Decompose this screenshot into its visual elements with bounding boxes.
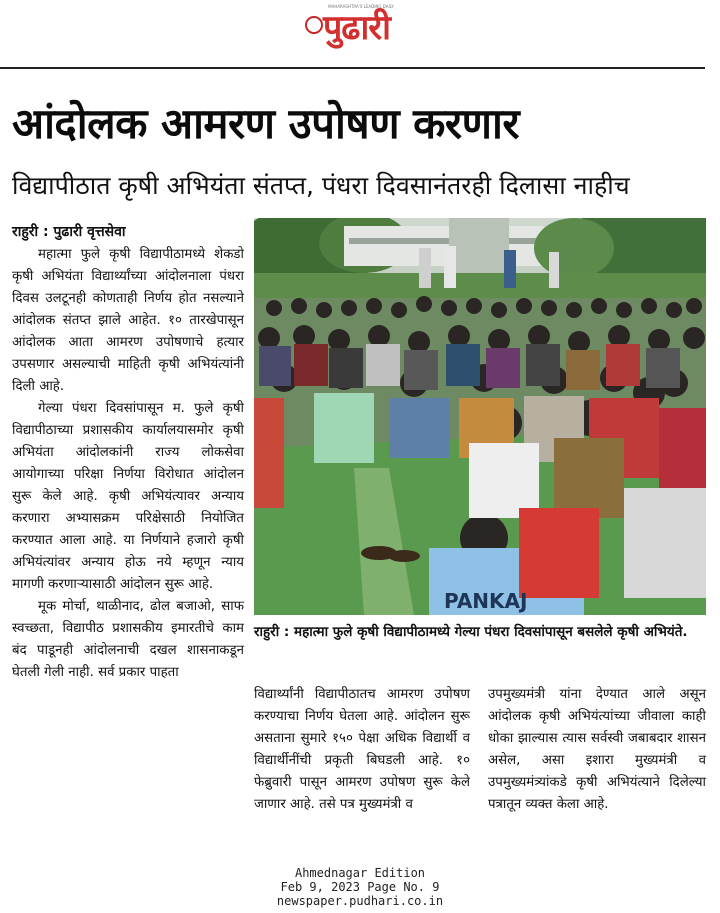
footer-date-page: Feb 9, 2023 Page No. 9: [280, 880, 440, 894]
newspaper-logo[interactable]: [303, 4, 419, 48]
article-paragraph: गेल्या पंधरा दिवसांपासून म. फुले कृषी विद्यापीठाच्या प्रशासकीय कार्यालयासमोर कृषी अभियंता आंदोलकांनी राज्य लोकसेवा आयोगाच्या परिक्षा निर्णया विरोधात आंदोलन सुरू केले आहे. कृषी अभियंत्यावर अन्याय करणारा अभ्यासक्रम परिक्षेसाठी नियोजित करण्यात आला आहे. या निर्णयाने हजारो कृषी अभियंत्यांवर अन्याय होऊ नये म्हणून न्याय मागणी करणाऱ्यासाठी आंदोलन सुरू आहे.: [12, 401, 244, 592]
photo-shirt-text: PANKAJ: [444, 589, 528, 613]
logo-tagline: MAHARASHTRA'S LEADING DAILY: [328, 4, 394, 9]
article-column-3: [488, 684, 706, 816]
masthead: [0, 0, 720, 60]
article-paragraph: मूक मोर्चा, थाळीनाद, ढोल बजाओ, साफ स्वच्छता, विद्यापीठ प्रशासकीय इमारतीचे काम बंद पाडूनही आंदोलनाची दखल शासनाकडून घेतली गेली नाही. सर्व प्रकार पाहता: [12, 599, 244, 680]
article-column-1: [12, 222, 244, 684]
article-photo: [254, 218, 706, 615]
footer-website-link[interactable]: newspaper.pudhari.co.in: [276, 894, 444, 908]
article-column-2: [254, 684, 470, 816]
article-headline: आंदोलक आमरण उपोषण करणार: [12, 99, 520, 148]
article-paragraph: महात्मा फुले कृषी विद्यापीठामध्ये शेकडो कृषी अभियंता विद्यार्थ्यांच्या आंदोलनाला पंधरा दिवस उलटूनही कोणताही निर्णय होत नसल्याने आंदोलक संतप्त झाले आहेत. १० तारखेपासून आंदोलक आता आमरण उपोषणाचे हत्यार उपसणार असल्याची माहिती कृषी अभियंत्यांनी दिली आहे.: [12, 247, 244, 394]
article-paragraph: विद्यार्थ्यांनी विद्यापीठातच आमरण उपोषण करण्याचा निर्णय घेतला आहे. आंदोलन सुरू असताना सुमारे १५० पेक्षा अधिक विद्यार्थी व विद्यार्थीनींची प्रकृती बिघडली आहे. १० फेब्रुवारी पासून आमरण उपोषण सुरू केले जाणार आहे. तसे पत्र मुख्यमंत्री व: [254, 687, 470, 812]
page-footer: [0, 866, 720, 908]
photo-caption: राहुरी : महात्मा फुले कृषी विद्यापीठामध्ये गेल्या पंधरा दिवसांपासून बसलेले कृषी अभियंते.: [254, 624, 688, 640]
article-byline: राहुरी : पुढारी वृत्तसेवा: [12, 224, 126, 240]
article-subhead: विद्यापीठात कृषी अभियंता संतप्त, पंधरा दिवसानंतरही दिलासा नाहीच: [12, 171, 630, 200]
masthead-divider: [0, 67, 705, 69]
protest-photo-illustration: [254, 218, 706, 615]
logo-emblem-icon: [305, 16, 323, 34]
article-paragraph: उपमुख्यमंत्री यांना देण्यात आले असून आंदोलक कृषी अभियंत्यांच्या जीवाला काही धोका झाल्यास त्यास सर्वस्वी जबाबदार शासन असेल, असा इशारा मुख्यमंत्री व उपमुख्यमंत्र्यांकडे कृषी अभियंत्याने दिलेल्या पत्रातून व्यक्त केला आहे.: [488, 687, 706, 812]
footer-edition: Ahmednagar Edition: [294, 866, 426, 880]
logo-wordmark: पुढारी: [323, 8, 390, 48]
